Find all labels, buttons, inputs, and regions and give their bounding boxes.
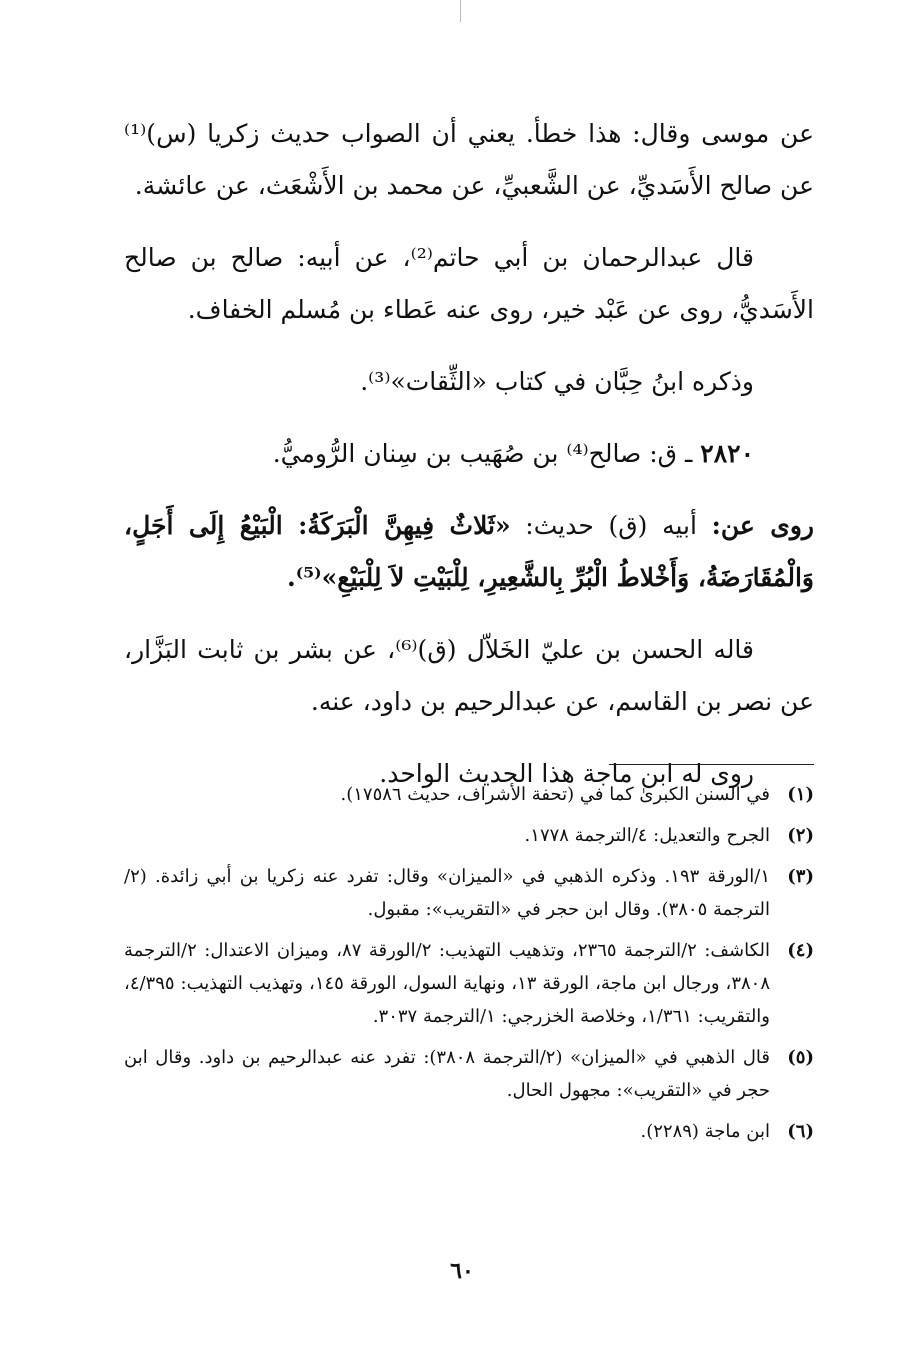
entry-number: ٢٨٢٠: [700, 439, 754, 468]
footnote-4: [124, 934, 814, 1033]
footnote-text: الجرح والتعديل: ٤/الترجمة ١٧٧٨.: [524, 825, 770, 846]
footnote-text: في السنن الكبرىٰ كما في (تحفة الأشراف، حديث ١٧٥٨٦).: [340, 784, 770, 805]
main-text: [124, 108, 814, 820]
footnote-number: (٥): [787, 1047, 814, 1068]
footnote-text: ابن ماجة (٢٢٨٩).: [640, 1121, 770, 1142]
scan-mark-top: [460, 0, 461, 22]
hadith-text: «ثَلاثٌ فِيهِنَّ الْبَرَكَةُ: الْبَيْعُ إِلَى أَجَلٍ، وَالْمُقَارَضَةُ، وَأَخْلاطُ الْبُرِّ بِالشَّعِيرِ، لِلْبَيْتِ لاَ لِلْبَيْعِ»⁽⁵⁾.: [124, 511, 814, 592]
paragraph-7: روى له ابن ماجة هذا الحديث الواحد.: [379, 759, 754, 788]
footnote-text: قال الذهبي في «الميزان» (٢/الترجمة ٣٨٠٨): تفرد عنه عبدالرحيم بن داود. وقال ابن حجر في «التقريب»: مجهول الحال.: [124, 1047, 770, 1101]
paragraph-6: قاله الحسن بن عليّ الخَلاّل (ق)⁽⁶⁾، عن بشر بن ثابت البَزَّار، عن نصر بن القاسم، عن عبدالرحيم بن داود، عنه.: [124, 635, 814, 716]
entry-title: ـ ق: صالح⁽⁴⁾ بن صُهَيب بن سِنان الرُّوميُّ.: [272, 439, 693, 468]
footnote-number: (٢): [787, 825, 814, 846]
footnote-1: [124, 778, 814, 811]
footnote-number: (٤): [787, 940, 814, 961]
narrated-from-text: أبيه (ق) حديث:: [525, 511, 697, 540]
footnote-2: [124, 819, 814, 852]
narrated-from-label: روى عن:: [711, 511, 815, 540]
footnote-number: (٣): [787, 866, 814, 887]
paragraph-narrated-from: [124, 500, 814, 604]
paragraph-3: وذكره ابنُ حِبَّان في كتاب «الثِّقات»⁽³⁾.: [360, 367, 754, 396]
entry-heading: [124, 428, 814, 480]
footnotes: [124, 778, 814, 1156]
footnote-number: (٦): [787, 1121, 814, 1142]
footnote-number: (١): [787, 784, 814, 805]
footnote-text: الكاشف: ٢/الترجمة ٢٣٦٥، وتذهيب التهذيب: ٢/الورقة ٨٧، وميزان الاعتدال: ٢/الترجمة ٣٨٠٨، ورجال ابن ماجة، الورقة ١٣، ونهاية السول، الورقة ١٤٥، وتهذيب التهذيب: ٤/٣٩٥، والتقريب: ١/٣٦١، وخلاصة الخزرجي: ١/الترجمة ٣٠٣٧.: [124, 940, 771, 1027]
footnote-3: [124, 860, 814, 926]
footnote-5: [124, 1041, 814, 1107]
footnote-text: ١/الورقة ١٩٣. وذكره الذهبي في «الميزان» وقال: تفرد عنه زكريا بن أبي زائدة. (٢/الترجمة ٣٨٠٥). وقال ابن حجر في «التقريب»: مقبول.: [124, 866, 770, 920]
paragraph-1: عن موسى وقال: هذا خطأ. يعني أن الصواب حديث زكريا (س)⁽¹⁾ عن صالح الأَسَديِّ، عن الشَّعبيِّ، عن محمد بن الأَشْعَث، عن عائشة.: [124, 119, 814, 200]
footnote-separator: [609, 764, 814, 765]
footnote-6: [124, 1115, 814, 1148]
page-number: ٦٠: [450, 1258, 474, 1284]
paragraph-2: قال عبدالرحمان بن أبي حاتم⁽²⁾، عن أبيه: صالح بن صالح الأَسَديُّ، روى عن عَبْد خير، روى عنه عَطاء بن مُسلم الخفاف.: [124, 243, 814, 324]
